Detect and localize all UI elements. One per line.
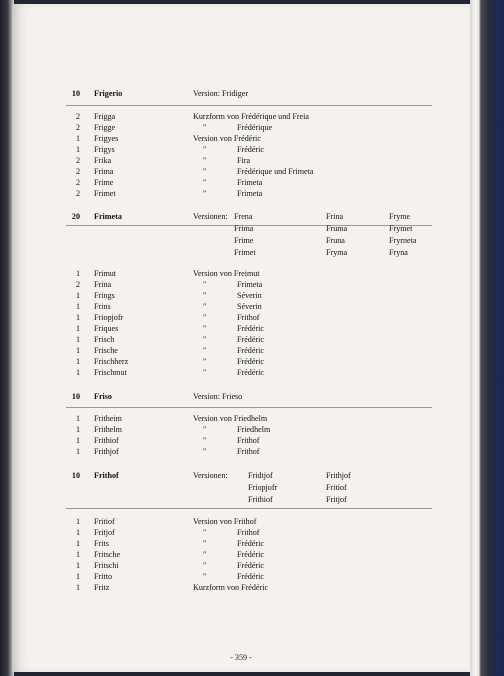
entry-ref: Fira (237, 156, 251, 165)
ditto-mark: " (203, 156, 207, 165)
entry-ref: Frédéric (237, 346, 264, 355)
entry-name: Fritjof (94, 528, 115, 537)
entry-count: 1 (75, 346, 80, 355)
entry-count: 1 (75, 368, 80, 377)
separator-line (66, 508, 432, 509)
version-name: Frima (234, 224, 254, 233)
version-name: Frymet (389, 224, 413, 233)
entry-name: Frigga (94, 112, 116, 121)
entry-count: 1 (75, 324, 80, 333)
list-item (12, 446, 470, 458)
entry-ref: Version von Friedhelm (193, 414, 268, 423)
entry-ref: Frithof (237, 313, 260, 322)
ditto-mark: " (203, 145, 207, 154)
entry-count: 20 (71, 212, 80, 221)
entry-ref: Kurzform von Frédérique und Freia (193, 112, 309, 121)
entry-name: Fritiof (94, 517, 115, 526)
list-item (12, 188, 470, 200)
ditto-mark: " (203, 324, 207, 333)
entry-ref: Séverin (237, 302, 262, 311)
entry-name: Frime (94, 178, 114, 187)
entry-ref: Kurzform von Frédéric (193, 583, 269, 592)
entry-name: Frimut (94, 269, 117, 278)
ditto-mark: " (203, 346, 207, 355)
version-name: Fryna (389, 248, 408, 257)
version-name: Frina (326, 212, 344, 221)
entry-count: 2 (75, 178, 80, 187)
version-name: Friopjofr (248, 483, 278, 492)
entry-count: 10 (71, 471, 80, 480)
entry-name: Frimet (94, 189, 116, 198)
list-item (12, 367, 470, 379)
ditto-mark: " (203, 291, 207, 300)
entry-count: 1 (75, 269, 80, 278)
entry-heading (12, 391, 470, 403)
ditto-mark: " (203, 335, 207, 344)
entry-name: Friso (94, 392, 112, 401)
version-name: Fryrneta (389, 236, 417, 245)
ditto-mark: " (203, 436, 207, 445)
separator-line (66, 105, 432, 106)
version-name: Frime (234, 236, 254, 245)
entry-name: Frima (94, 167, 114, 176)
entry-heading (12, 88, 470, 100)
ditto-mark: " (203, 561, 207, 570)
version-name: Frithiof (248, 495, 273, 504)
version-name: Fridtjof (248, 471, 273, 480)
ditto-mark: " (203, 313, 207, 322)
book-page (12, 4, 470, 672)
entry-count: 1 (75, 517, 80, 526)
separator-line (66, 407, 432, 408)
entry-ref: Frédéric (237, 335, 264, 344)
entry-name: Frings (94, 291, 115, 300)
entry-ref: Frédéric (237, 145, 264, 154)
entry-name: Frithof (94, 471, 119, 480)
ditto-mark: " (203, 539, 207, 548)
version-row (12, 247, 470, 259)
entry-count: 1 (75, 134, 80, 143)
entry-ref: Frédéric (237, 572, 264, 581)
entry-count: 1 (75, 583, 80, 592)
ditto-mark: " (203, 572, 207, 581)
entry-name: Fritheim (94, 414, 122, 423)
entry-ref: Frédérique und Frimeta (237, 167, 314, 176)
entry-note: Versionen: (193, 471, 228, 480)
entry-count: 1 (75, 447, 80, 456)
entry-name: Frisch (94, 335, 115, 344)
version-name: Fritjof (326, 495, 347, 504)
entry-name: Fritschi (94, 561, 119, 570)
entry-name: Fritsche (94, 550, 121, 559)
ditto-mark: " (203, 280, 207, 289)
entry-ref: Frédéric (237, 368, 264, 377)
entry-name: Frithjof (94, 447, 119, 456)
entry-count: 1 (75, 436, 80, 445)
ditto-mark: " (203, 167, 207, 176)
version-name: Frimet (234, 248, 256, 257)
entry-count: 2 (75, 156, 80, 165)
entry-count: 2 (75, 167, 80, 176)
entry-name: Frika (94, 156, 112, 165)
version-row (12, 223, 470, 235)
entry-ref: Frédéric (237, 357, 264, 366)
entry-count: 1 (75, 302, 80, 311)
entry-count: 2 (75, 123, 80, 132)
entry-name: Frigyes (94, 134, 119, 143)
entry-ref: Version von Frédéric (193, 134, 261, 143)
entry-count: 2 (75, 280, 80, 289)
ditto-mark: " (203, 302, 207, 311)
ditto-mark: " (203, 528, 207, 537)
entry-ref: Frédéric (237, 539, 264, 548)
entry-name: Frische (94, 346, 118, 355)
version-name: Fryma (326, 248, 348, 257)
entry-ref: Friedhelm (237, 425, 271, 434)
entry-count: 1 (75, 335, 80, 344)
page-number: - 359 - (230, 653, 252, 662)
entry-count: 1 (75, 572, 80, 581)
entry-count: 1 (75, 539, 80, 548)
entry-name: Frigys (94, 145, 115, 154)
entry-name: Frits (94, 539, 109, 548)
entry-ref: Séverin (237, 291, 262, 300)
entry-ref: Frédérique (237, 123, 273, 132)
ditto-mark: " (203, 178, 207, 187)
entry-count: 1 (75, 313, 80, 322)
entry-ref: Frédéric (237, 561, 264, 570)
list-item (12, 582, 470, 594)
entry-ref: Version von Freimut (193, 269, 260, 278)
version-name: Fritiof (326, 483, 347, 492)
entry-name: Frischmut (94, 368, 127, 377)
entry-note: Versionen: (193, 212, 228, 221)
entry-name: Frigerio (94, 89, 123, 98)
entry-ref: Version von Frithof (193, 517, 257, 526)
entry-count: 2 (75, 112, 80, 121)
entry-name: Frigge (94, 123, 116, 132)
entry-name: Frithiof (94, 436, 119, 445)
entry-count: 1 (75, 561, 80, 570)
version-name: Frithjof (326, 471, 351, 480)
entry-name: Frischherz (94, 357, 129, 366)
ditto-mark: " (203, 123, 207, 132)
entry-ref: Frédéric (237, 550, 264, 559)
ditto-mark: " (203, 368, 207, 377)
entry-count: 10 (71, 89, 80, 98)
entry-heading (12, 470, 470, 482)
entry-note: Version: Fridiger (193, 89, 249, 98)
entry-name: Frithelm (94, 425, 122, 434)
version-row (12, 235, 470, 247)
entry-name: Friopjofr (94, 313, 124, 322)
entry-count: 1 (75, 550, 80, 559)
entry-count: 2 (75, 189, 80, 198)
entry-name: Fritz (94, 583, 110, 592)
version-row (12, 494, 470, 506)
entry-ref: Frédéric (237, 324, 264, 333)
book-spine-edge (470, 0, 504, 676)
entry-count: 1 (75, 291, 80, 300)
entry-note: Version: Frieso (193, 392, 243, 401)
entry-name: Frina (94, 280, 112, 289)
ditto-mark: " (203, 447, 207, 456)
entry-ref: Frimeta (237, 178, 263, 187)
version-name: Fryme (389, 212, 411, 221)
entry-name: Frimeta (94, 212, 122, 221)
ditto-mark: " (203, 550, 207, 559)
entry-count: 1 (75, 145, 80, 154)
entry-ref: Frimeta (237, 189, 263, 198)
entry-name: Fritto (94, 572, 112, 581)
entry-ref: Frithof (237, 528, 260, 537)
entry-name: Frins (94, 302, 111, 311)
entry-ref: Frimeta (237, 280, 263, 289)
entry-count: 10 (71, 392, 80, 401)
entry-count: 1 (75, 528, 80, 537)
version-name: Frena (234, 212, 253, 221)
ditto-mark: " (203, 189, 207, 198)
entry-name: Friques (94, 324, 119, 333)
version-name: Fruma (326, 224, 348, 233)
entry-ref: Frithof (237, 436, 260, 445)
entry-ref: Frithof (237, 447, 260, 456)
entry-count: 1 (75, 357, 80, 366)
entry-count: 1 (75, 425, 80, 434)
entry-count: 1 (75, 414, 80, 423)
ditto-mark: " (203, 357, 207, 366)
version-name: Fruna (326, 236, 345, 245)
version-row (12, 482, 470, 494)
entry-heading (12, 211, 470, 223)
ditto-mark: " (203, 425, 207, 434)
